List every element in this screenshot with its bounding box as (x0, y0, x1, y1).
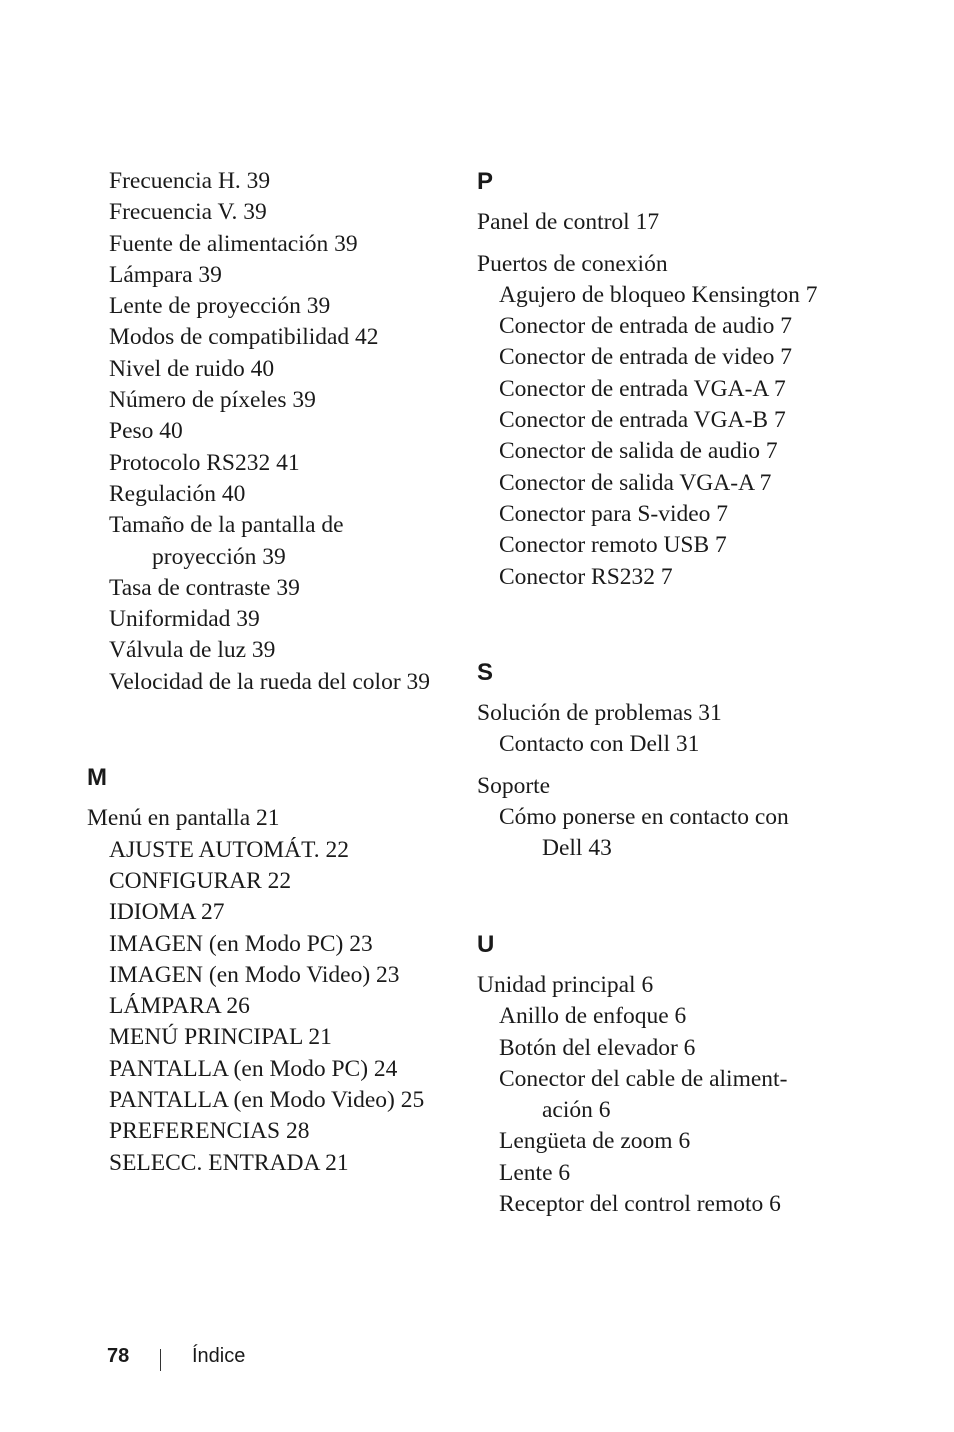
section-letter-m: M (87, 764, 107, 792)
index-entry: SELECC. ENTRADA 21 (109, 1149, 349, 1176)
index-entry: Cómo ponerse en contacto con Dell 43 (499, 804, 789, 862)
index-entry: Regulación 40 (109, 480, 246, 507)
index-entry: IDIOMA 27 (109, 899, 225, 926)
index-entry: Lengüeta de zoom 6 (499, 1128, 691, 1155)
index-entry: Nivel de ruido 40 (109, 355, 275, 382)
page-number: 78 (107, 1345, 130, 1367)
index-entry: Conector de entrada de video 7 (499, 344, 792, 371)
index-entry: Protocolo RS232 41 (109, 449, 300, 476)
index-entry: Conector de entrada VGA-A 7 (499, 375, 786, 402)
index-entry: PANTALLA (en Modo PC) 24 (109, 1055, 398, 1082)
index-entry-main: Puertos de conexión (477, 250, 668, 277)
index-entry: Conector de entrada VGA-B 7 (499, 407, 786, 434)
index-entry: Conector de salida de audio 7 (499, 438, 778, 465)
index-entry: Conector de entrada de audio 7 (499, 313, 792, 340)
index-entry: Tamaño de la pantalla de proyección 39 (109, 512, 344, 570)
index-entry: CONFIGURAR 22 (109, 867, 292, 894)
index-entry-main: Menú en pantalla 21 (87, 805, 280, 832)
index-entry: Contacto con Dell 31 (499, 731, 700, 758)
index-entry: Conector remoto USB 7 (499, 532, 727, 559)
index-entry: PREFERENCIAS 28 (109, 1118, 310, 1145)
index-entry: Válvula de luz 39 (109, 637, 276, 664)
index-entry: IMAGEN (en Modo Video) 23 (109, 961, 400, 988)
index-entry: Agujero de bloqueo Kensington 7 (499, 281, 818, 308)
index-entry: Uniformidad 39 (109, 606, 260, 633)
index-entry-main: Soporte (477, 772, 551, 799)
section-letter-p: P (477, 168, 494, 195)
page-footer (107, 1345, 246, 1368)
index-entry: Anillo de enfoque 6 (499, 1003, 687, 1030)
index-entry: MENÚ PRINCIPAL 21 (109, 1024, 332, 1051)
index-entry: Peso 40 (109, 418, 183, 445)
footer-divider (160, 1349, 161, 1371)
index-entry: Modos de compatibilidad 42 (109, 324, 379, 351)
index-entry: Botón del elevador 6 (499, 1034, 696, 1061)
index-entry: LÁMPARA 26 (109, 993, 250, 1020)
index-entry: Lente 6 (499, 1159, 571, 1186)
footer-section-title: Índice (192, 1345, 246, 1367)
index-entry: Lente de proyección 39 (109, 293, 331, 320)
index-entry: Frecuencia H. 39 (109, 168, 271, 194)
index-entry: Conector RS232 7 (499, 563, 673, 590)
index-entry: IMAGEN (en Modo PC) 23 (109, 930, 373, 957)
index-entry: Fuente de alimentación 39 (109, 230, 358, 257)
index-entry: Número de píxeles 39 (109, 387, 316, 414)
index-column-right (477, 166, 837, 1220)
index-entry: Lámpara 39 (109, 261, 222, 288)
index-entry: Conector para S-video 7 (499, 500, 729, 527)
index-entry: Frecuencia V. 39 (109, 199, 267, 226)
index-entry-main: Solución de problemas 31 (477, 700, 722, 727)
section-letter-s: S (477, 658, 494, 686)
index-column-left (87, 166, 431, 1179)
index-entry: PANTALLA (en Modo Video) 25 (109, 1087, 425, 1114)
index-entry: Conector del cable de aliment-ación 6 (499, 1065, 788, 1124)
section-letter-u: U (477, 930, 495, 958)
index-entry-main: Panel de control 17 (477, 209, 660, 236)
index-entry: Conector de salida VGA-A 7 (499, 469, 772, 496)
index-entry: Receptor del control remoto 6 (499, 1191, 781, 1218)
index-entry: Velocidad de la rueda del color 39 (109, 668, 431, 695)
index-entry-main: Unidad principal 6 (477, 971, 654, 998)
index-entry: AJUSTE AUTOMÁT. 22 (109, 836, 350, 863)
index-entry: Tasa de contraste 39 (109, 574, 300, 601)
